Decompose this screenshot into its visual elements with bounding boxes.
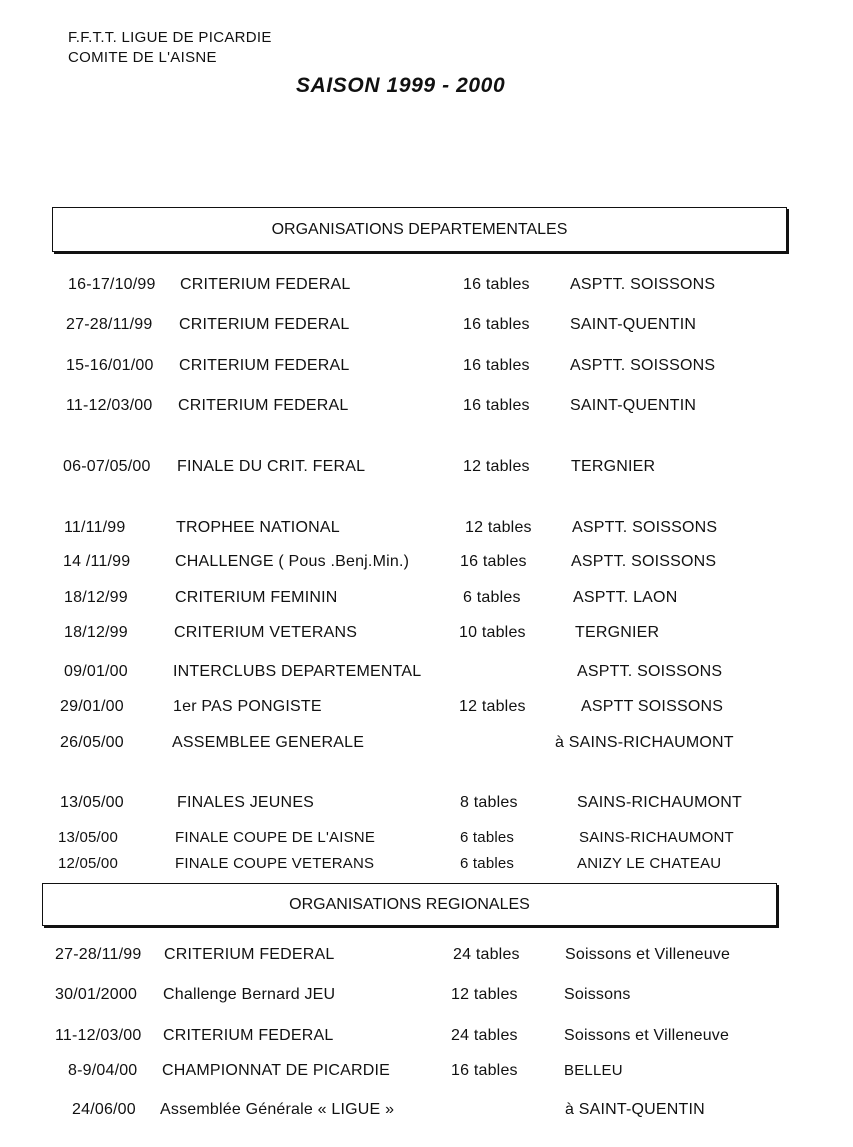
row-event: CRITERIUM FEDERAL [179, 357, 350, 374]
row-place: ASPTT. SOISSONS [577, 663, 723, 680]
row-event: Challenge Bernard JEU [163, 986, 336, 1003]
row-date: 24/06/00 [72, 1101, 136, 1118]
row-date: 11/11/99 [64, 519, 126, 536]
row-place: BELLEU [564, 1062, 623, 1079]
row-tables: 24 tables [451, 1027, 518, 1044]
row-place: SAINT-QUENTIN [570, 316, 697, 333]
row-date: 06-07/05/00 [63, 458, 151, 475]
row-place: SAINS-RICHAUMONT [577, 794, 742, 811]
row-date: 14 /11/99 [63, 553, 131, 570]
row-date: 8-9/04/00 [68, 1062, 138, 1079]
row-date: 15-16/01/00 [66, 357, 154, 374]
row-tables: 16 tables [460, 553, 527, 570]
row-date: 18/12/99 [64, 624, 128, 641]
row-event: FINALES JEUNES [177, 794, 315, 811]
row-date: 13/05/00 [60, 794, 124, 811]
row-date: 11-12/03/00 [55, 1027, 142, 1044]
row-tables: 12 tables [459, 698, 526, 715]
row-tables: 16 tables [463, 276, 530, 293]
row-date: 29/01/00 [60, 698, 124, 715]
row-date: 12/05/00 [58, 855, 118, 872]
row-event: TROPHEE NATIONAL [176, 519, 340, 536]
row-date: 11-12/03/00 [66, 397, 153, 414]
row-place: à SAINS-RICHAUMONT [555, 734, 734, 751]
row-tables: 12 tables [465, 519, 532, 536]
row-tables: 6 tables [460, 829, 515, 846]
section-heading-departementales [52, 207, 787, 252]
row-event: CRITERIUM VETERANS [174, 624, 358, 641]
row-date: 09/01/00 [64, 663, 128, 680]
row-place: TERGNIER [575, 624, 660, 641]
row-tables: 8 tables [460, 794, 518, 811]
row-tables: 6 tables [460, 855, 515, 872]
row-tables: 6 tables [463, 589, 521, 606]
row-place: Soissons et Villeneuve [565, 946, 731, 963]
row-event: FINALE COUPE DE L'AISNE [175, 829, 376, 846]
row-event: CRITERIUM FEDERAL [163, 1027, 334, 1044]
row-event: CRITERIUM FEMININ [175, 589, 338, 606]
page-title: SAISON 1999 - 2000 [296, 74, 506, 97]
row-tables: 16 tables [451, 1062, 518, 1079]
header-federation: F.F.T.T. LIGUE DE PICARDIE [68, 29, 272, 46]
row-event: CRITERIUM FEDERAL [178, 397, 349, 414]
row-event: CRITERIUM FEDERAL [180, 276, 351, 293]
row-place: ANIZY LE CHATEAU [577, 855, 722, 872]
row-event: Assemblée Générale « LIGUE » [160, 1101, 395, 1118]
row-date: 27-28/11/99 [55, 946, 142, 963]
section-heading-departementales-label: ORGANISATIONS DEPARTEMENTALES [271, 220, 568, 238]
row-place: TERGNIER [571, 458, 656, 475]
row-place: SAINT-QUENTIN [570, 397, 697, 414]
row-event: CHALLENGE ( Pous .Benj.Min.) [175, 553, 410, 570]
row-event: FINALE COUPE VETERANS [175, 855, 375, 872]
row-place: à SAINT-QUENTIN [565, 1101, 705, 1118]
row-tables: 16 tables [463, 397, 530, 414]
row-tables: 24 tables [453, 946, 520, 963]
row-place: ASPTT SOISSONS [581, 698, 724, 715]
row-place: ASPTT. LAON [573, 589, 678, 606]
row-date: 16-17/10/99 [68, 276, 156, 293]
row-tables: 16 tables [463, 357, 530, 374]
row-place: ASPTT. SOISSONS [570, 276, 716, 293]
row-tables: 12 tables [451, 986, 518, 1003]
row-place: SAINS-RICHAUMONT [579, 829, 734, 846]
row-place: ASPTT. SOISSONS [570, 357, 716, 374]
row-place: Soissons et Villeneuve [564, 1027, 730, 1044]
row-date: 26/05/00 [60, 734, 124, 751]
row-place: Soissons [564, 986, 631, 1003]
row-event: FINALE DU CRIT. FERAL [177, 458, 366, 475]
row-tables: 16 tables [463, 316, 530, 333]
row-event: ASSEMBLEE GENERALE [172, 734, 365, 751]
row-event: CRITERIUM FEDERAL [164, 946, 335, 963]
row-place: ASPTT. SOISSONS [571, 553, 717, 570]
header-committee: COMITE DE L'AISNE [68, 49, 217, 66]
section-heading-regionales-label: ORGANISATIONS REGIONALES [289, 895, 530, 913]
row-date: 30/01/2000 [55, 986, 138, 1003]
row-event: CHAMPIONNAT DE PICARDIE [162, 1062, 391, 1079]
row-tables: 12 tables [463, 458, 530, 475]
row-event: INTERCLUBS DEPARTEMENTAL [173, 663, 422, 680]
row-date: 18/12/99 [64, 589, 128, 606]
row-event: CRITERIUM FEDERAL [179, 316, 350, 333]
row-place: ASPTT. SOISSONS [572, 519, 718, 536]
row-tables: 10 tables [459, 624, 526, 641]
section-heading-regionales [42, 883, 777, 926]
row-date: 13/05/00 [58, 829, 118, 846]
row-date: 27-28/11/99 [66, 316, 153, 333]
row-event: 1er PAS PONGISTE [173, 698, 322, 715]
